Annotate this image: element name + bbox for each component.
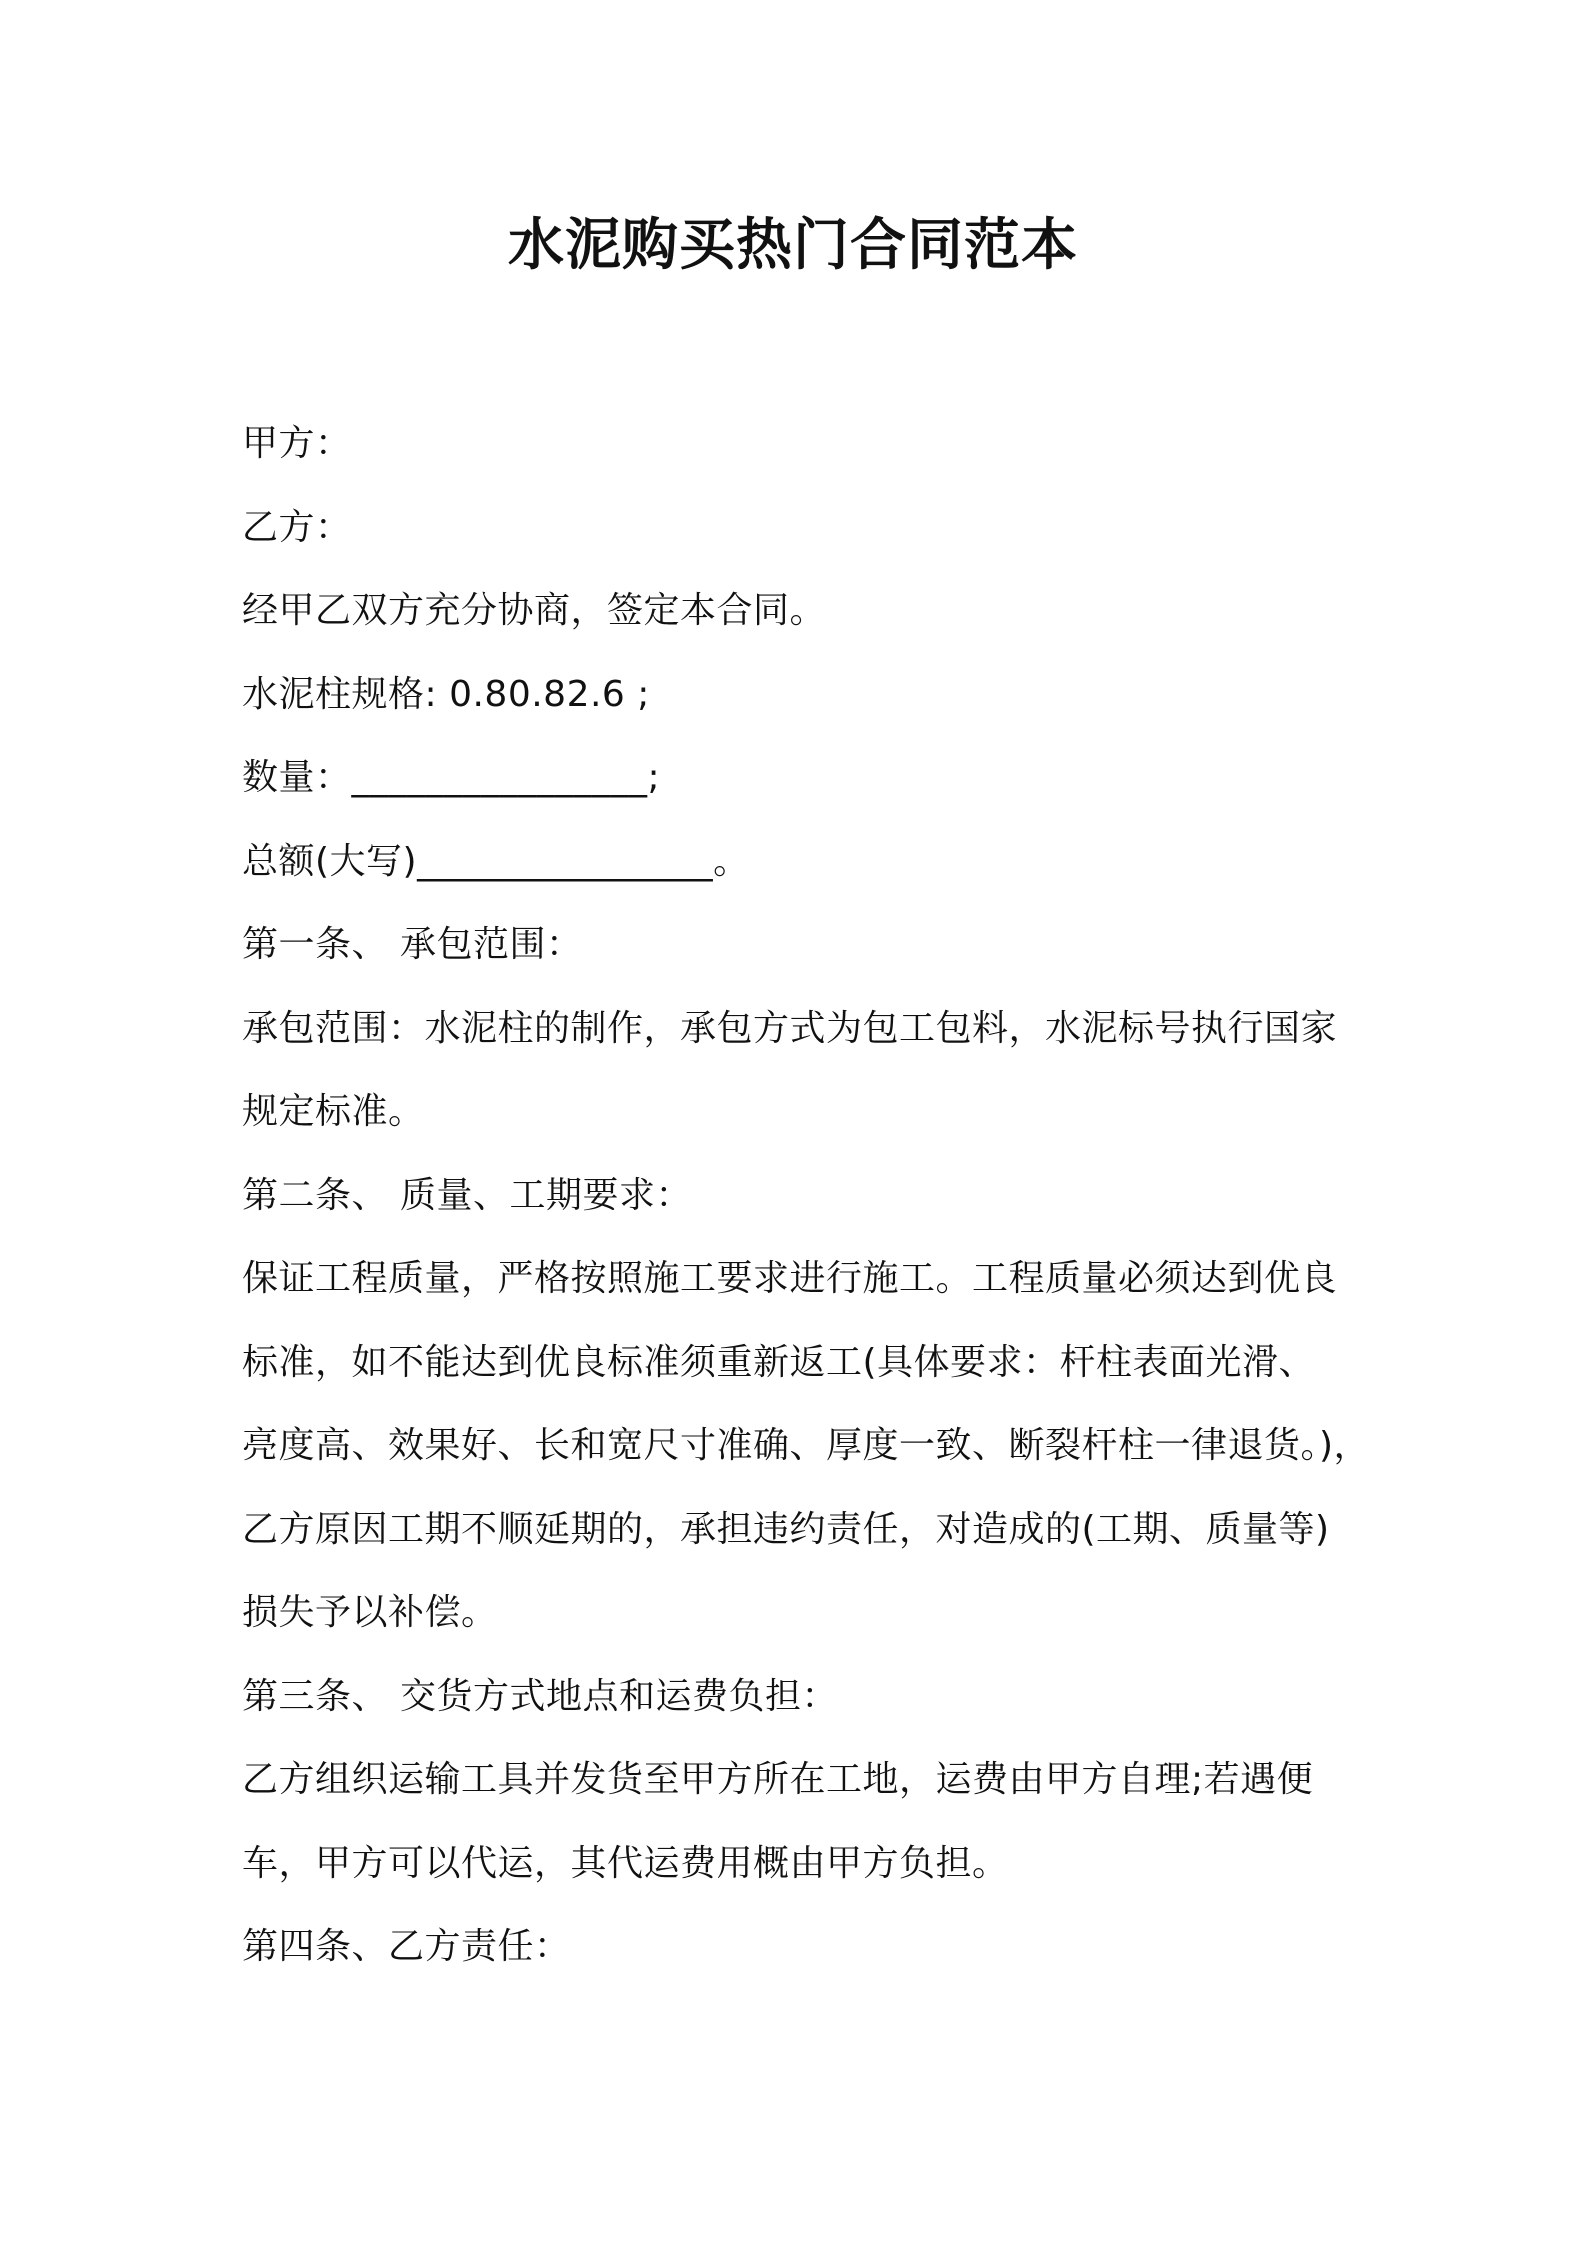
paragraph-line: 承包范围：水泥柱的制作，承包方式为包工包料，水泥标号执行国家	[242, 1007, 1338, 1049]
paragraph-line: 损失予以补偿。	[242, 1592, 498, 1633]
article-2-heading: 第二条、 质量、工期要求：	[242, 1174, 692, 1216]
quantity-line: 数量：________________;	[242, 757, 661, 798]
paragraph-line: 乙方组织运输工具并发货至甲方所在工地，运费由甲方自理;若遇便	[242, 1759, 1314, 1800]
party-b-line: 乙方：	[242, 506, 352, 548]
paragraph-line: 车，甲方可以代运，其代运费用概由甲方负担。	[242, 1842, 1009, 1884]
total-amount-line: 总额(大写)________________。	[242, 840, 750, 882]
spec-line: 水泥柱规格: 0.80.82.6 ;	[242, 673, 650, 715]
article-4-heading: 第四条、乙方责任：	[242, 1926, 571, 1967]
party-a-line: 甲方：	[242, 423, 352, 464]
paragraph-line: 乙方原因工期不顺延期的，承担违约责任，对造成的(工期、质量等)	[242, 1508, 1330, 1550]
paragraph-line: 亮度高、效果好、长和宽尺寸准确、厚度一致、断裂杆柱一律退货。)，	[242, 1425, 1371, 1466]
document-title: 水泥购买热门合同范本	[508, 213, 1078, 278]
article-3-heading: 第三条、 交货方式地点和运费负担：	[242, 1675, 838, 1717]
article-1-heading: 第一条、 承包范围：	[242, 924, 583, 965]
paragraph-line: 标准，如不能达到优良标准须重新返工(具体要求：杆柱表面光滑、	[242, 1341, 1316, 1383]
agreement-statement: 经甲乙双方充分协商，签定本合同。	[242, 590, 827, 631]
document-body	[242, 402, 1371, 1989]
paragraph-line: 规定标准。	[242, 1091, 425, 1132]
paragraph-line: 保证工程质量，严格按照施工要求进行施工。工程质量必须达到优良	[242, 1258, 1338, 1299]
